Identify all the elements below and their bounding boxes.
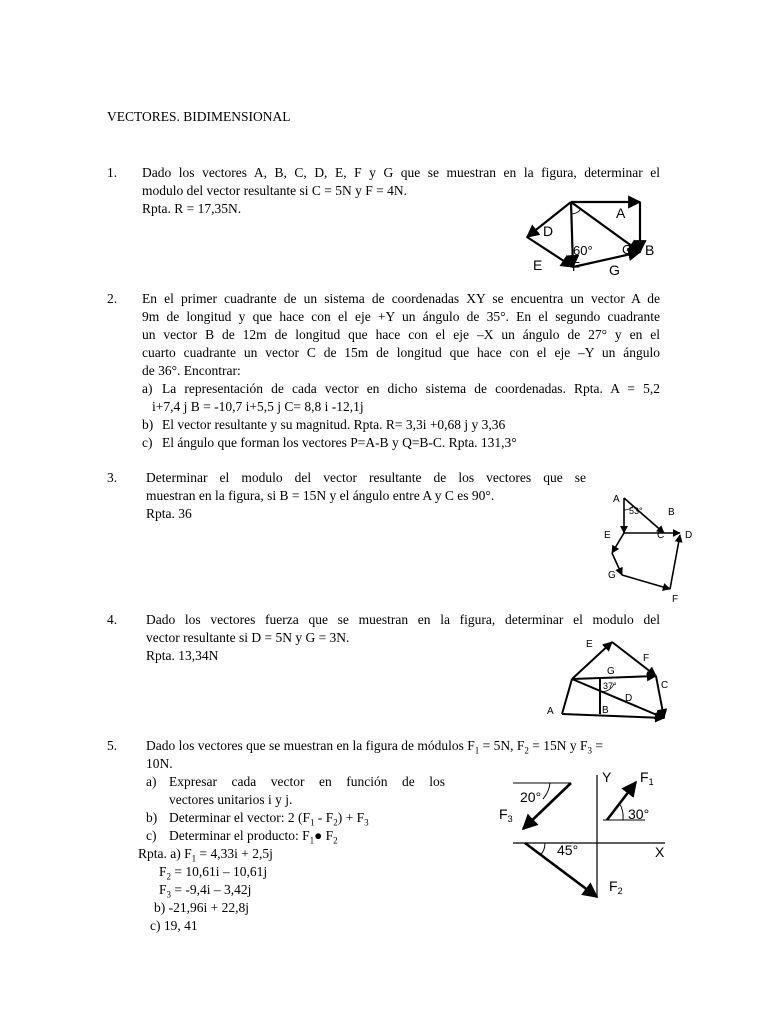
problem-1-line-2: modulo del vector resultante si C = 5N y F = 4N. (142, 183, 407, 198)
problem-4-answer: Rpta. 13,34N (146, 648, 219, 663)
problem-2-c-label: c) (142, 435, 153, 450)
label-g: G (608, 570, 616, 581)
problem-5-answer-f2: $F_2 = 10,61i - 10,61j$ (159, 864, 268, 882)
problem-5-answer-a: Rpta. a) $F_1 = 4,33i + 2,5j$ (138, 846, 273, 864)
problem-5-b-label: b) (146, 810, 158, 825)
label-g: G (609, 262, 620, 278)
problem-4-number: 4. (107, 612, 118, 627)
label-d: D (543, 223, 554, 239)
label-a: A (616, 205, 626, 221)
label-b: B (668, 507, 675, 518)
problem-2-a-label: a) (142, 381, 153, 396)
vector-f (612, 642, 656, 676)
problem-5-number: 5. (107, 738, 118, 753)
problem-3-line-2: muestran en la figura, si B = 15N y el ángulo entre A y C es 90°. (146, 488, 495, 503)
angle-45: 45° (557, 842, 579, 858)
angle-20: 20° (520, 789, 542, 805)
label-g: G (607, 666, 615, 677)
problem-5-c-text: Determinar el producto: $F_1●$ $F_2$ (169, 828, 338, 846)
label-e: E (533, 257, 543, 273)
label-d: D (625, 693, 633, 704)
label-a: A (613, 494, 620, 505)
label-f: F (643, 653, 650, 664)
problem-2-a-line-2: i+7,4 j B = -10,7 i+5,5 j C= 8,8 i -12,1j (152, 399, 364, 414)
label-f3: $F_3$ (499, 806, 513, 824)
vector-d (670, 535, 680, 589)
label-e: E (604, 530, 611, 541)
problem-5-answer-f3: $F_3 = -9,4i - 3,42j$ (159, 882, 252, 900)
problem-2-line-4: cuarto cuadrante un vector C de 15m de longitud que hace con el eje –Y un ángulo (142, 345, 660, 360)
problem-4-line-2: vector resultante si D = 5N y G = 3N. (146, 630, 350, 645)
problem-3-answer: Rpta. 36 (146, 506, 192, 521)
problem-2-c-text: El ángulo que forman los vectores P=A-B y Q=B-C. Rpta. 131,3° (162, 435, 517, 450)
problem-3-number: 3. (107, 470, 118, 485)
label-e: E (586, 639, 593, 650)
problem-5-c-label: c) (146, 828, 157, 843)
label-f: F (572, 259, 580, 274)
problem-2-number: 2. (107, 291, 118, 306)
label-c: C (657, 530, 665, 541)
problem-1-line-1: Dado los vectores A, B, C, D, E, F y G que se muestran en la figura, determinar el (142, 165, 660, 180)
problem-1-answer: Rpta. R = 17,35N. (142, 201, 242, 216)
problem-2-line-1: En el primer cuadrante de un sistema de coordenadas XY se encuentra un vector A de (142, 291, 660, 306)
problem-5-figure (495, 765, 675, 905)
x-axis-label: X (655, 844, 665, 860)
label-b: B (602, 705, 609, 716)
problem-5-answer-c: c) 19, 41 (150, 918, 198, 933)
vector-f (622, 575, 670, 589)
angle-label: 60° (573, 243, 593, 258)
angle-label: 53° (629, 506, 643, 516)
problem-4-line-1: Dado los vectores fuerza que se muestran en la figura, determinar el modulo del (146, 612, 660, 627)
page-title: VECTORES. BIDIMENSIONAL (107, 109, 291, 124)
problem-2-line-2: 9m de longitud y que hace con el eje +Y un ángulo de 35°. En el segundo cuadrante (142, 309, 660, 324)
label-f2: $F_2$ (609, 878, 623, 896)
problem-5-a-label: a) (146, 774, 157, 789)
label-c: C (661, 680, 669, 691)
problem-3-line-1: Determinar el modulo del vector resultante de los vectores que se (146, 470, 586, 485)
problem-5-a-line-1: Expresar cada vector en función de los (169, 774, 445, 789)
vector-e (612, 533, 624, 553)
label-c: C (622, 242, 632, 257)
problem-1-number: 1. (107, 165, 118, 180)
y-axis-label: Y (602, 769, 612, 785)
angle-label: 37° (603, 681, 617, 691)
problem-5-line-1: Dado los vectores que se muestran en la figura de módulos $F_1 = 5N$, $F_2 = 15N$ y $F_3$ = (146, 738, 604, 756)
problem-2-b-label: b) (142, 417, 154, 432)
problem-4-figure (540, 632, 680, 722)
problem-5-b-text: Determinar el vector: 2 $(F_1 - F_2) + F_3$ (169, 810, 369, 828)
problem-2-a-line-1: La representación de cada vector en dicho sistema de coordenadas. Rpta. A = 5,2 (162, 381, 660, 396)
problem-5-line-2: 10N. (146, 756, 173, 771)
label-a: A (547, 706, 554, 717)
label-f: F (672, 594, 679, 605)
problem-1-figure (515, 192, 675, 282)
problem-2-b-text: El vector resultante y su magnitud. Rpta. R= 3,3i +0,68 j y 3,36 (162, 417, 506, 432)
label-f1: $F_1$ (640, 769, 654, 787)
problem-2-line-3: un vector B de 12m de longitud que hace con el eje –X un ángulo de 27° y en el (142, 327, 660, 342)
label-b: B (645, 242, 655, 258)
label-d: D (685, 530, 693, 541)
problem-5-answer-b: b) -21,96i + 22,8j (154, 900, 249, 915)
vector-a (562, 714, 664, 718)
angle-30: 30° (628, 806, 650, 822)
vector-b (572, 679, 664, 718)
problem-3-figure (600, 485, 705, 605)
problem-5-a-line-2: vectores unitarios i y j. (169, 792, 293, 807)
problem-2-line-5: de 36°. Encontrar: (142, 363, 241, 378)
